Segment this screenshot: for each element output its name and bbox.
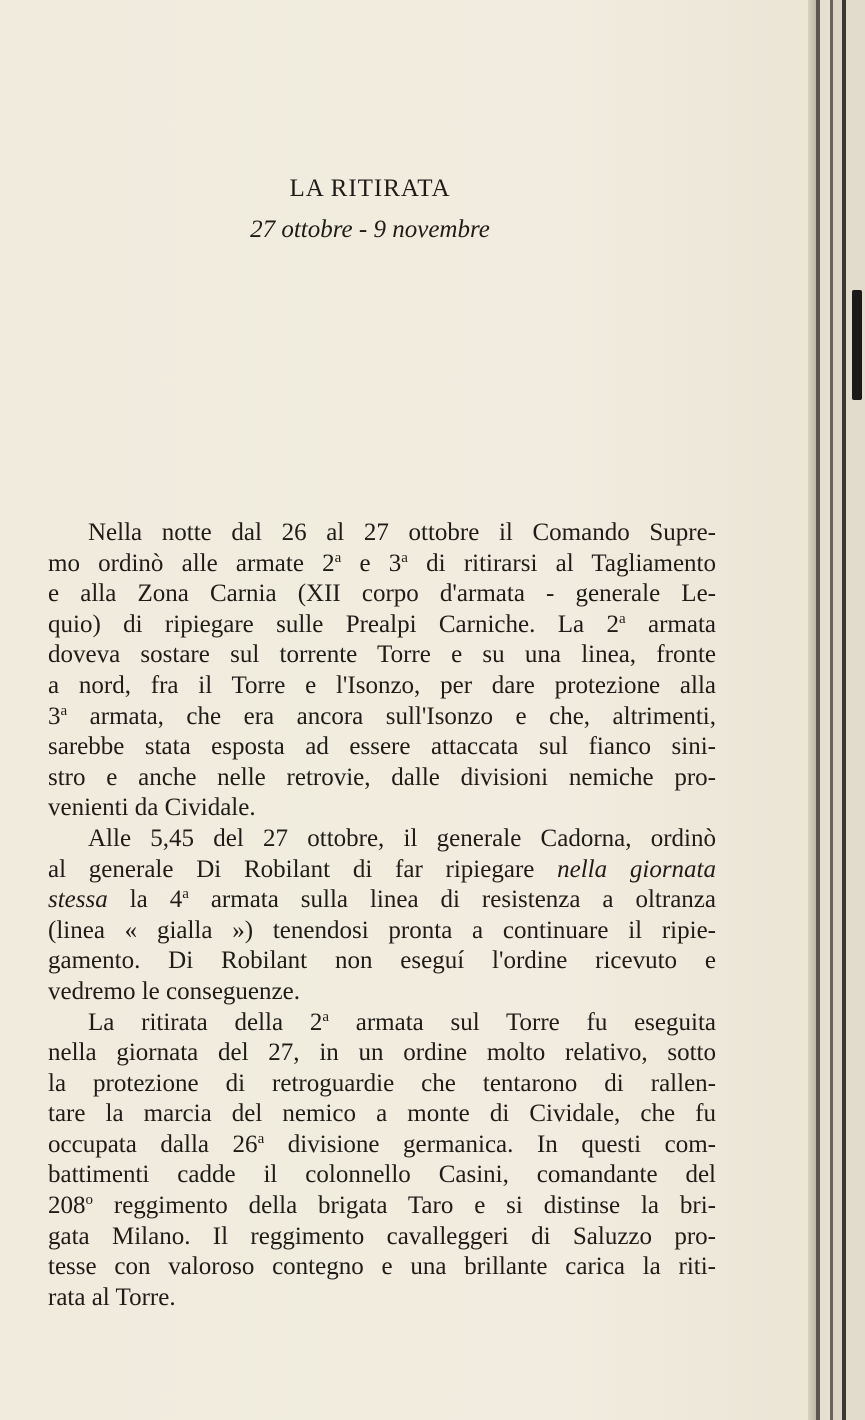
text-line: stro e anche nelle retrovie, dalle divisioni nemiche pro- — [48, 763, 716, 791]
text-line: nella giornata del 27, in un ordine molto relativo, sotto — [48, 1039, 716, 1067]
italic-phrase: nella giornata — [557, 855, 716, 883]
text-line: stessa la 4$^a$ armata sulla linea di resistenza a oltranza — [48, 886, 716, 914]
text-line: La ritirata della 2$^a$ armata sul Torre fu eseguita — [88, 1008, 716, 1036]
text-line: doveva sostare sul torrente Torre e su una linea, fronte — [48, 641, 716, 669]
text-line: quio) di ripiegare sulle Prealpi Carniche. La 2$^a$ armata — [48, 610, 716, 638]
page-gutter-shadow — [808, 0, 816, 1420]
italic-phrase: stessa — [48, 886, 108, 914]
text-line: rata al Torre. — [48, 1283, 176, 1311]
text-line: Nella notte dal 26 al 27 ottobre il Comando Supre- — [88, 519, 716, 546]
text-line: Alle 5,45 del 27 ottobre, il generale Cadorna, ordinò — [88, 824, 716, 852]
text-line: vedremo le conseguenze. — [48, 977, 300, 1005]
text-line: battimenti cadde il colonnello Casini, comandante del — [48, 1161, 716, 1189]
text-line: venienti da Cividale. — [48, 794, 256, 822]
text-line: gata Milano. Il reggimento cavalleggeri di Saluzzo pro- — [48, 1222, 716, 1250]
page-edge — [833, 0, 842, 1420]
text-line: sarebbe stata esposta ad essere attaccata sul fianco sini- — [48, 733, 716, 761]
chapter-title: LA RITIRATA — [289, 175, 451, 202]
page-edge — [846, 0, 865, 1420]
text-line: 208$^o$ reggimento della brigata Taro e si distinse la bri- — [48, 1192, 716, 1220]
text-line: al generale Di Robilant di far ripiegare nella giornata — [48, 855, 716, 883]
text-line: gamento. Di Robilant non eseguí l'ordine ricevuto e — [48, 947, 716, 975]
text-line: la protezione di retroguardie che tentarono di rallen- — [48, 1069, 716, 1097]
text-line: (linea « gialla ») tenendosi pronta a continuare il ripie- — [48, 916, 716, 944]
body-text — [48, 518, 716, 1313]
text-line: 3$^a$ armata, che era ancora sull'Isonzo e che, altrimenti, — [48, 702, 716, 730]
text-line: a nord, fra il Torre e l'Isonzo, per dare protezione alla — [48, 671, 716, 699]
text-line: tesse con valoroso contegno e una brillante carica la riti- — [48, 1253, 716, 1281]
page-edge — [820, 0, 830, 1420]
text-line: e alla Zona Carnia (XII corpo d'armata - generale Le- — [48, 580, 716, 608]
chapter-subtitle: 27 ottobre - 9 novembre — [250, 216, 490, 243]
text-line: tare la marcia del nemico a monte di Cividale, che fu — [48, 1100, 716, 1128]
text-line: occupata dalla 26$^a$ divisione germanica. In questi com- — [48, 1130, 716, 1158]
text-line: mo ordinò alle armate 2$^a$ e 3$^a$ di ritirarsi al Tagliamento — [48, 549, 716, 577]
page-tab-mark — [852, 290, 862, 400]
